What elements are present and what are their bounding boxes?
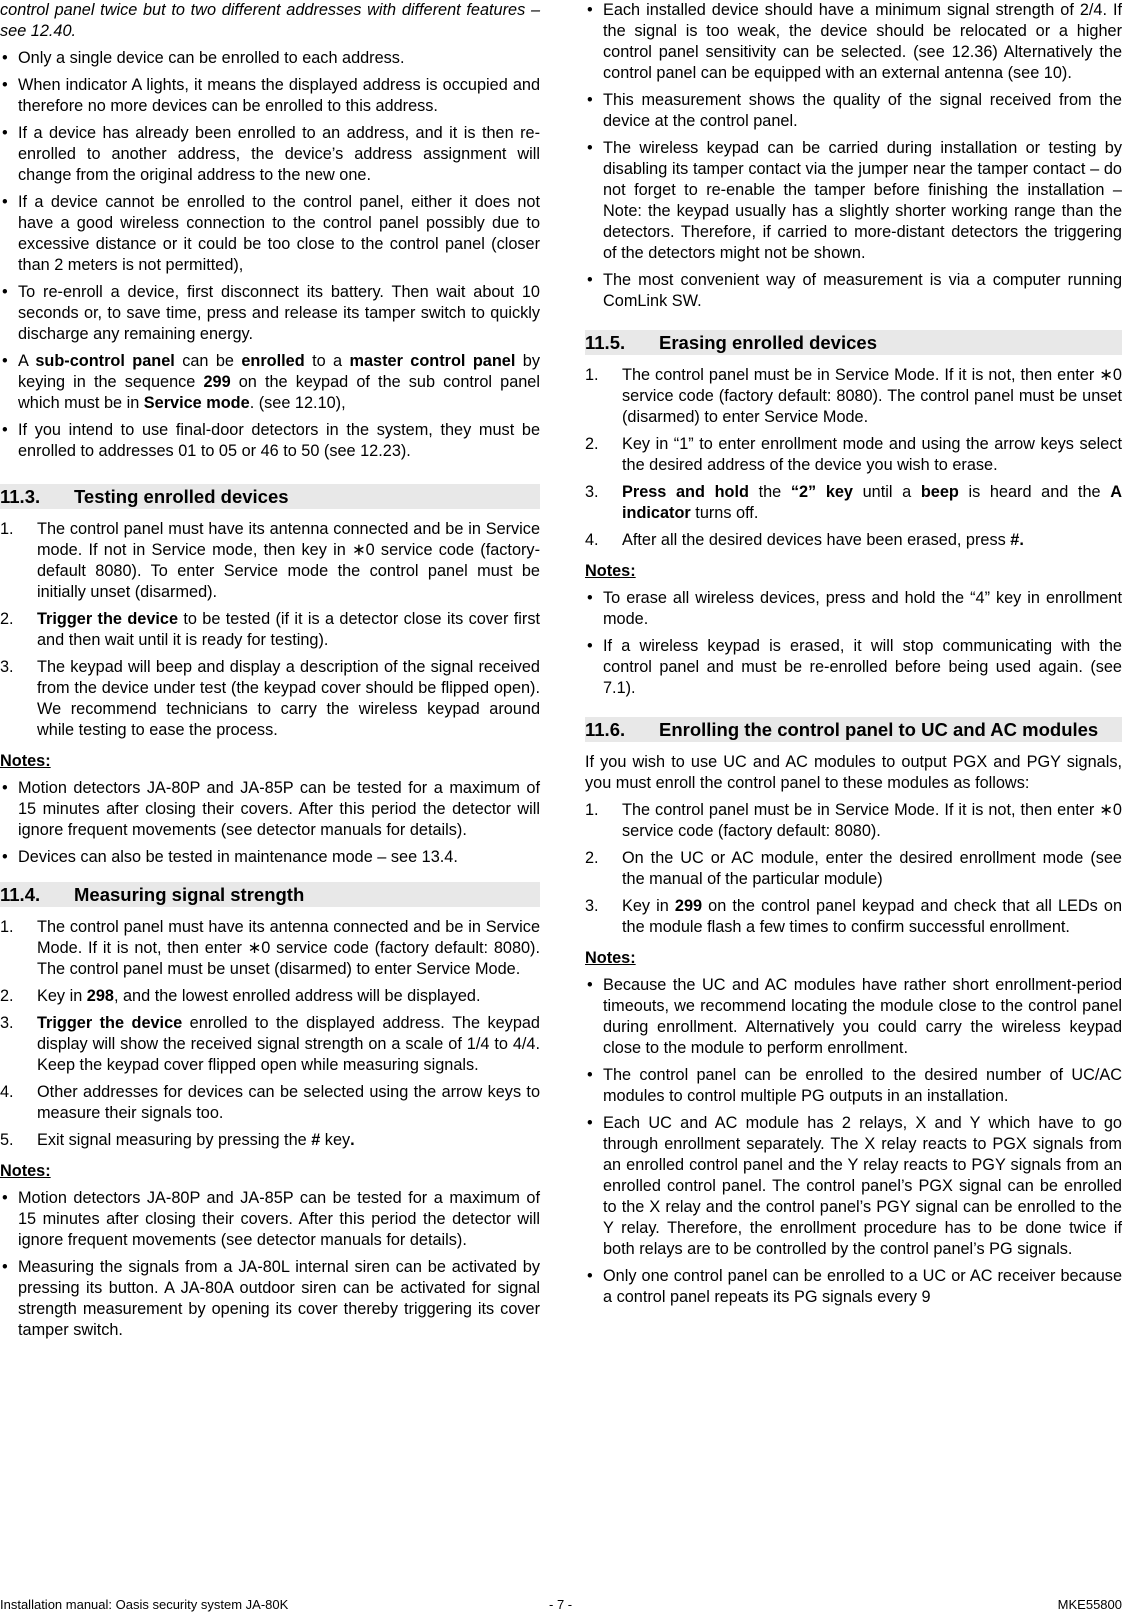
numbered-step: 1. The control panel must be in Service Mode. If it is not, then enter ∗0 service code (factory default: 8080). — [585, 801, 1122, 840]
notes-heading: Notes: — [0, 1162, 51, 1180]
bullet-item: • The most convenient way of measurement is via a computer running ComLink SW. — [585, 270, 1122, 312]
numbered-step: 4. Other addresses for devices can be selected using the arrow keys to measure their signals too. — [0, 1083, 540, 1122]
bullet-item: • When indicator A lights, it means the displayed address is occupied and therefore no more devices can be enrolled to this address. — [0, 75, 540, 117]
bullet-item: • Only a single device can be enrolled to each address. — [0, 48, 540, 69]
section-intro: If you wish to use UC and AC modules to output PGX and PGY signals, you must enroll the control panel to these modules as follows: — [585, 753, 1122, 792]
numbered-step: 1. The control panel must have its antenna connected and be in Service Mode. If it is not, then enter ∗0 service code (factory default: 8080). The control panel must be unset (disarmed) to enter Service Mode. — [0, 918, 540, 978]
notes-heading: Notes: — [0, 752, 51, 770]
numbered-step: 1. The control panel must be in Service Mode. If it is not, then enter ∗0 service code (factory default: 8080). The control panel must be unset (disarmed) to enter Service Mode. — [585, 366, 1122, 426]
numbered-step: 4. After all the desired devices have been erased, press #. — [585, 531, 1024, 549]
bullet-item: • If you intend to use final-door detectors in the system, they must be enrolled to addresses 01 to 05 or 46 to 50 (see 12.23). — [0, 420, 540, 462]
section-heading-11-3: 11.3. Testing enrolled devices — [0, 484, 540, 509]
numbered-step: 2. Key in “1” to enter enrollment mode and using the arrow keys select the desired address of the device you wish to erase. — [585, 435, 1122, 474]
notes-heading: Notes: — [585, 562, 636, 580]
notes-heading: Notes: — [585, 949, 636, 967]
note-item: • Only one control panel can be enrolled to a UC or AC receiver because a control panel repeats its PG signals every 9 — [585, 1266, 1122, 1308]
section-heading-11-6: 11.6. Enrolling the control panel to UC and AC modules — [585, 717, 1122, 742]
numbered-step: 2. Trigger the device to be tested (if it is a detector close its cover first and then wait until it is ready for testing). — [0, 610, 540, 649]
continued-text: control panel twice but to two different addresses with different features –see 12.40. — [0, 1, 540, 40]
bullet-item: • If a device cannot be enrolled to the control panel, either it does not have a good wireless connection to the control panel possibly due to excessive distance or it could be too close to the control panel (closer than 2 meters is not permitted), — [0, 192, 540, 276]
numbered-step: 2. Key in 298, and the lowest enrolled address will be displayed. — [0, 987, 481, 1005]
bullet-item: • The wireless keypad can be carried during installation or testing by disabling its tamper contact via the jumper near the tamper contact – do not forget to re-enable the tamper before finishing the installation – Note: the keypad usually has a slightly shorter working range than the detectors. Therefore, if carried to more-distant detectors the triggering of the detectors might not be shown. — [585, 138, 1122, 264]
footer-manual-title: Installation manual: Oasis security system JA-80K — [0, 1597, 289, 1612]
numbered-step: 5. Exit signal measuring by pressing the # key. — [0, 1131, 355, 1149]
note-item: • Because the UC and AC modules have rather short enrollment-period timeouts, we recommend locating the module close to the control panel during enrollment. Alternatively you could carry the wireless keypad close to the module to perform enrollment. — [585, 975, 1122, 1059]
bullet-item-sub-control-panel: • A sub-control panel can be enrolled to a master control panel by keying in the sequence 299 on the keypad of the sub control panel which must be in Service mode. (see 12.10), — [0, 351, 540, 414]
note-item: • Each UC and AC module has 2 relays, X and Y which have to go through enrollment separately. The X relay reacts to PGX signals from an enrolled control panel and the Y relay reacts to PGY signals from an enrolled control panel. The control panel’s PGX signal can be enrolled to the X relay and the control panel’s PGY signal can be enrolled to the Y relay. Therefore, the enrollment procedure has to be done twice if both relays are to be controlled by the control panel’s PG signals. — [585, 1113, 1122, 1260]
bullet-item: • To re-enroll a device, first disconnect its battery. Then wait about 10 seconds or, to save time, press and release its tamper switch to quickly discharge any remaining energy. — [0, 282, 540, 345]
left-column — [0, 0, 540, 1347]
numbered-step: 3. Press and hold the “2” key until a beep is heard and the A indicator turns off. — [585, 483, 1122, 522]
numbered-step: 1. The control panel must have its antenna connected and be in Service mode. If not in Service mode, then key in ∗0 service code (factory-default 8080). To enter Service mode the control panel must be initially unset (disarmed). — [0, 520, 540, 601]
bullet-item: • Each installed device should have a minimum signal strength of 2/4. If the signal is too weak, the device should be relocated or a higher control panel sensitivity can be selected. (see 12.36) Alternatively the control panel can be equipped with an external antenna (see 10). — [585, 0, 1122, 84]
section-heading-11-5: 11.5. Erasing enrolled devices — [585, 330, 1122, 355]
bullet-item: • If a device has already been enrolled to an address, and it is then re-enrolled to another address, the device’s address assignment will change from the original address to the new one. — [0, 123, 540, 186]
section-heading-11-4: 11.4. Measuring signal strength — [0, 882, 540, 907]
numbered-step: 3. Key in 299 on the control panel keypad and check that all LEDs on the module flash a few times to confirm successful enrollment. — [585, 897, 1122, 936]
numbered-step: 2. On the UC or AC module, enter the desired enrollment mode (see the manual of the particular module) — [585, 849, 1122, 888]
note-item: • The control panel can be enrolled to the desired number of UC/AC modules to control multiple PG outputs in an installation. — [585, 1065, 1122, 1107]
right-column — [585, 0, 1122, 1314]
numbered-step: 3. Trigger the device enrolled to the displayed address. The keypad display will show the received signal strength on a scale of 1/4 to 4/4. Keep the keypad cover flipped open while measuring signals. — [0, 1014, 540, 1074]
page-number: - 7 - — [549, 1597, 573, 1612]
note-item: • If a wireless keypad is erased, it will stop communicating with the control panel and must be re-enrolled before being used again. (see 7.1). — [585, 636, 1122, 699]
note-item: • To erase all wireless devices, press and hold the “4” key in enrollment mode. — [585, 588, 1122, 630]
bullet-item: • This measurement shows the quality of the signal received from the device at the control panel. — [585, 90, 1122, 132]
note-item: • Devices can also be tested in maintenance mode – see 13.4. — [0, 847, 540, 868]
note-item: • Motion detectors JA-80P and JA-85P can be tested for a maximum of 15 minutes after closing their covers. After this period the detector will ignore frequent movements (see detector manuals for details). — [0, 778, 540, 841]
note-item: • Motion detectors JA-80P and JA-85P can be tested for a maximum of 15 minutes after closing their covers. After this period the detector will ignore frequent movements (see detector manuals for details). — [0, 1188, 540, 1251]
note-item: • Measuring the signals from a JA-80L internal siren can be activated by pressing its button. A JA-80A outdoor siren can be activated for signal strength measurement by opening its cover thereby triggering its cover tamper switch. — [0, 1257, 540, 1341]
numbered-step: 3. The keypad will beep and display a description of the signal received from the device under test (the keypad cover should be flipped open). We recommend technicians to carry the wireless keypad around while testing to ease the process. — [0, 658, 540, 739]
document-code: MKE55800 — [1057, 1597, 1122, 1612]
